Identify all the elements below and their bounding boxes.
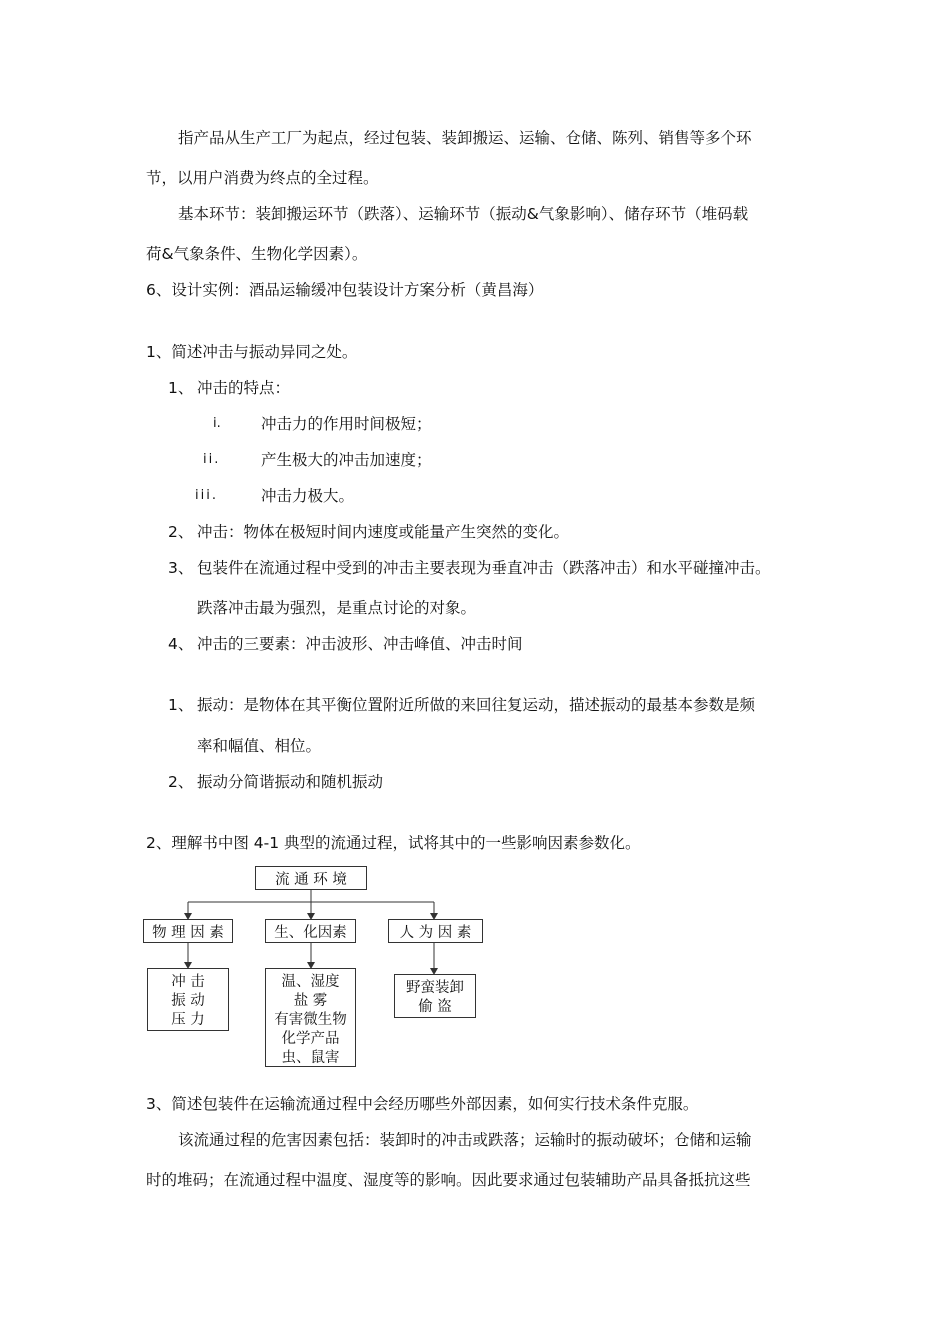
physical-factor: 压 力 bbox=[171, 1012, 205, 1028]
root-box-label: 流 通 环 境 bbox=[275, 871, 347, 888]
physical-factor: 振 动 bbox=[171, 993, 205, 1009]
biochemical-factors-box bbox=[265, 968, 356, 1067]
category-label-physical: 物 理 因 素 bbox=[152, 924, 224, 941]
physical-factor: 冲 击 bbox=[171, 974, 205, 990]
intro-paragraph-2-line-2: 荷&气象条件、生物化学因素）。 bbox=[146, 245, 368, 263]
impact-item-2-text: 冲击：物体在极短时间内速度或能量产生突然的变化。 bbox=[197, 523, 570, 541]
biochemical-factor: 虫、鼠害 bbox=[281, 1050, 340, 1066]
sub-item-ii-number: ii. bbox=[203, 452, 221, 467]
intro-paragraph-2-line-1: 基本环节：装卸搬运环节（跌落）、运输环节（振动&气象影响）、储存环节（堆码载 bbox=[178, 205, 749, 223]
vibration-item-1-number: 1、 bbox=[168, 696, 194, 714]
question-2-title: 2、理解书中图 4-1 典型的流通过程，试将其中的一些影响因素参数化。 bbox=[146, 834, 641, 852]
category-box-biochemical bbox=[265, 919, 356, 943]
category-label-human: 人 为 因 素 bbox=[399, 924, 472, 941]
impact-item-1-number: 1、 bbox=[168, 379, 194, 397]
impact-item-4-number: 4、 bbox=[168, 635, 194, 653]
sub-item-ii-text: 产生极大的冲击加速度； bbox=[261, 451, 432, 469]
question-1-title: 1、简述冲击与振动异同之处。 bbox=[146, 343, 358, 361]
sub-item-i-text: 冲击力的作用时间极短； bbox=[261, 415, 432, 433]
biochemical-factor: 温、湿度 bbox=[281, 974, 340, 990]
biochemical-factor: 化学产品 bbox=[281, 1031, 340, 1047]
human-factor: 野蛮装卸 bbox=[406, 980, 464, 996]
intro-paragraph-1-line-1: 指产品从生产工厂为起点，经过包装、装卸搬运、运输、仓储、陈列、销售等多个环 bbox=[178, 129, 752, 147]
impact-item-4-text: 冲击的三要素：冲击波形、冲击峰值、冲击时间 bbox=[197, 635, 523, 653]
vibration-item-1-text: 振动：是物体在其平衡位置附近所做的来回往复运动，描述振动的最基本参数是频 bbox=[197, 696, 756, 714]
category-box-human bbox=[388, 919, 483, 943]
category-box-physical bbox=[143, 919, 233, 943]
sub-item-i-number: i. bbox=[213, 416, 221, 431]
physical-factors-box bbox=[147, 968, 229, 1031]
category-label-biochemical: 生、化因素 bbox=[274, 924, 347, 941]
intro-paragraph-1-line-2: 节，以用户消费为终点的全过程。 bbox=[146, 169, 379, 187]
question-3-title: 3、简述包装件在运输流通过程中会经历哪些外部因素，如何实行技术条件克服。 bbox=[146, 1095, 699, 1113]
impact-item-2-number: 2、 bbox=[168, 523, 194, 541]
answer-3-line-1: 该流通过程的危害因素包括：装卸时的冲击或跌落；运输时的振动破坏；仓储和运输 bbox=[178, 1131, 752, 1149]
impact-item-3-number: 3、 bbox=[168, 559, 194, 577]
impact-item-1-text: 冲击的特点： bbox=[197, 379, 291, 397]
human-factors-box bbox=[394, 974, 476, 1018]
design-example-line: 6、设计实例：酒品运输缓冲包装设计方案分析（黄昌海） bbox=[146, 281, 544, 299]
sub-item-iii-text: 冲击力极大。 bbox=[261, 487, 355, 505]
vibration-item-2-number: 2、 bbox=[168, 773, 194, 791]
impact-item-3-continuation: 跌落冲击最为强烈，是重点讨论的对象。 bbox=[197, 599, 477, 617]
root-box-circulation-environment bbox=[255, 866, 367, 890]
human-factor: 偷 盗 bbox=[418, 999, 452, 1015]
vibration-item-2-text: 振动分简谐振动和随机振动 bbox=[197, 773, 384, 791]
biochemical-factor: 盐 雾 bbox=[293, 993, 328, 1009]
sub-item-iii-number: iii. bbox=[195, 488, 218, 503]
vibration-item-1-continuation: 率和幅值、相位。 bbox=[197, 737, 322, 755]
answer-3-line-2: 时的堆码；在流通过程中温度、湿度等的影响。因此要求通过包装辅助产品具备抵抗这些 bbox=[146, 1171, 751, 1189]
impact-item-3-text: 包装件在流通过程中受到的冲击主要表现为垂直冲击（跌落冲击）和水平碰撞冲击。 bbox=[197, 559, 771, 577]
biochemical-factor: 有害微生物 bbox=[274, 1012, 347, 1028]
